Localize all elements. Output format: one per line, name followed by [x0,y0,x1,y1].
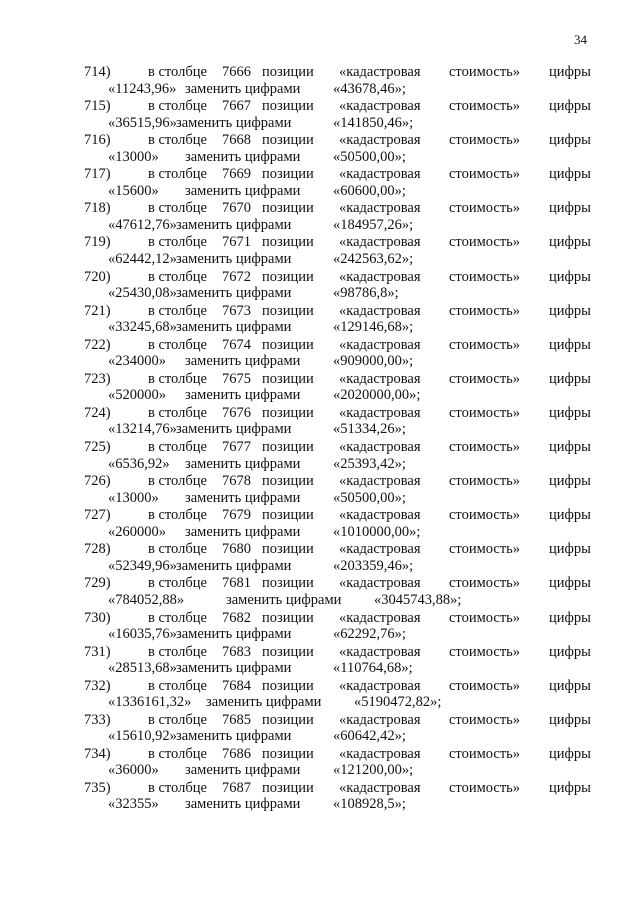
entry-line-2 [0,490,639,507]
entry-line-2 [0,217,639,234]
in-column-label: в столбце [148,404,207,421]
positions-label: позиции [262,643,314,660]
list-item [0,269,639,303]
value-label: стоимость» [449,370,521,387]
column-number: 7675 [222,370,251,387]
replace-label: заменить цифрами [176,660,292,677]
entry-line-1 [0,200,639,217]
entry-number: 727) [84,507,111,524]
cadastral-label: «кадастровая [339,507,421,524]
value-label: стоимость» [449,404,521,421]
digits-label: цифры [549,166,591,183]
page-number: 34 [574,32,587,47]
digits-label: цифры [549,370,591,387]
value-label: стоимость» [449,98,521,115]
positions-label: позиции [262,745,314,762]
replace-label: заменить цифрами [185,387,301,404]
positions-label: позиции [262,677,314,694]
value-label: стоимость» [449,64,521,80]
value-label: стоимость» [449,166,521,183]
entry-line-1 [0,269,639,286]
entry-line-2 [0,285,639,302]
in-column-label: в столбце [148,302,207,319]
in-column-label: в столбце [148,132,207,149]
cadastral-label: «кадастровая [339,268,421,285]
entry-line-1 [0,234,639,251]
entry-number: 731) [84,643,111,660]
entry-line-1 [0,371,639,388]
entry-line-1 [0,575,639,592]
positions-label: позиции [262,779,314,796]
list-item [0,473,639,507]
entry-line-2 [0,762,639,779]
replace-label: заменить цифрами [176,216,292,233]
in-column-label: в столбце [148,98,207,115]
entry-line-2 [0,456,639,473]
new-value: «108928,5»; [333,796,406,813]
entry-number: 724) [84,404,111,421]
positions-label: позиции [262,507,314,524]
old-value: «15610,92» [108,728,177,745]
in-column-label: в столбце [148,745,207,762]
entry-line-1 [0,678,639,695]
replace-label: заменить цифрами [185,353,301,370]
digits-label: цифры [549,98,591,115]
value-label: стоимость» [449,745,521,762]
value-label: стоимость» [449,473,521,490]
value-label: стоимость» [449,643,521,660]
replace-label: заменить цифрами [176,421,292,438]
replace-label: заменить цифрами [185,796,301,813]
value-label: стоимость» [449,779,521,796]
cadastral-label: «кадастровая [339,234,421,251]
entry-number: 729) [84,575,111,592]
cadastral-label: «кадастровая [339,64,421,80]
old-value: «13214,76» [108,421,177,438]
in-column-label: в столбце [148,200,207,217]
column-number: 7686 [222,745,251,762]
positions-label: позиции [262,439,314,456]
cadastral-label: «кадастровая [339,677,421,694]
old-value: «13000» [108,489,159,506]
list-item [0,234,639,268]
cadastral-label: «кадастровая [339,745,421,762]
value-label: стоимость» [449,302,521,319]
column-number: 7679 [222,507,251,524]
in-column-label: в столбце [148,234,207,251]
entry-line-1 [0,166,639,183]
list-item [0,746,639,780]
entry-line-1 [0,746,639,763]
column-number: 7681 [222,575,251,592]
new-value: «25393,42»; [333,455,406,472]
old-value: «47612,76» [108,216,177,233]
digits-label: цифры [549,575,591,592]
list-item [0,200,639,234]
new-value: «62292,76»; [333,626,406,642]
old-value: «784052,88» [108,591,185,608]
positions-label: позиции [262,98,314,115]
entry-line-2 [0,592,639,609]
column-number: 7667 [222,98,251,115]
entry-number: 718) [84,200,111,217]
positions-label: позиции [262,64,314,80]
cadastral-label: «кадастровая [339,166,421,183]
old-value: «16035,76» [108,626,177,642]
positions-label: позиции [262,575,314,592]
entry-number: 735) [84,779,111,796]
cadastral-label: «кадастровая [339,541,421,558]
positions-label: позиции [262,166,314,183]
replace-label: заменить цифрами [176,728,292,745]
entry-number: 726) [84,473,111,490]
entry-line-1 [0,64,639,81]
in-column-label: в столбце [148,166,207,183]
digits-label: цифры [549,439,591,456]
column-number: 7671 [222,234,251,251]
old-value: «52349,96» [108,557,177,574]
new-value: «110764,68»; [333,660,413,677]
digits-label: цифры [549,677,591,694]
digits-label: цифры [549,541,591,558]
entry-line-1 [0,132,639,149]
entry-line-1 [0,439,639,456]
positions-label: позиции [262,370,314,387]
old-value: «32355» [108,796,159,813]
value-label: стоимость» [449,541,521,558]
new-value: «242563,62»; [333,250,414,267]
new-value: «203359,46»; [333,557,414,574]
digits-label: цифры [549,268,591,285]
column-number: 7683 [222,643,251,660]
cadastral-label: «кадастровая [339,370,421,387]
entry-line-1 [0,712,639,729]
old-value: «33245,68» [108,319,177,336]
old-value: «234000» [108,353,166,370]
replace-label: заменить цифрами [185,523,301,540]
old-value: «25430,08» [108,285,177,302]
column-number: 7684 [222,677,251,694]
in-column-label: в столбце [148,370,207,387]
replace-label: заменить цифрами [176,250,292,267]
positions-label: позиции [262,541,314,558]
entry-number: 720) [84,268,111,285]
entry-line-1 [0,337,639,354]
value-label: стоимость» [449,575,521,592]
entry-number: 732) [84,677,111,694]
entry-line-1 [0,541,639,558]
cadastral-label: «кадастровая [339,336,421,353]
replace-label: заменить цифрами [185,455,301,472]
column-number: 7670 [222,200,251,217]
in-column-label: в столбце [148,336,207,353]
digits-label: цифры [549,779,591,796]
entry-line-1 [0,303,639,320]
list-item [0,405,639,439]
new-value: «5190472,82»; [354,694,442,711]
digits-label: цифры [549,302,591,319]
list-item [0,541,639,575]
column-number: 7666 [222,64,251,80]
cadastral-label: «кадастровая [339,200,421,217]
value-label: стоимость» [449,200,521,217]
in-column-label: в столбце [148,609,207,626]
new-value: «51334,26»; [333,421,406,438]
new-value: «2020000,00»; [333,387,421,404]
list-item [0,337,639,371]
entry-line-2 [0,626,639,643]
digits-label: цифры [549,64,591,80]
entry-line-1 [0,98,639,115]
old-value: «36515,96» [108,114,177,131]
in-column-label: в столбце [148,575,207,592]
in-column-label: в столбце [148,711,207,728]
digits-label: цифры [549,711,591,728]
list-item [0,780,639,814]
cadastral-label: «кадастровая [339,473,421,490]
replace-label: заменить цифрами [185,80,301,97]
cadastral-label: «кадастровая [339,643,421,660]
new-value: «184957,26»; [333,216,414,233]
entry-number: 721) [84,302,111,319]
positions-label: позиции [262,404,314,421]
entry-line-2 [0,353,639,370]
in-column-label: в столбце [148,779,207,796]
entry-line-2 [0,319,639,336]
list-item [0,678,639,712]
replace-label: заменить цифрами [226,591,342,608]
entry-line-2 [0,796,639,813]
replace-label: заменить цифрами [206,694,322,711]
digits-label: цифры [549,643,591,660]
positions-label: позиции [262,473,314,490]
list-item [0,575,639,609]
column-number: 7674 [222,336,251,353]
cadastral-label: «кадастровая [339,711,421,728]
in-column-label: в столбце [148,268,207,285]
digits-label: цифры [549,507,591,524]
positions-label: позиции [262,336,314,353]
in-column-label: в столбце [148,439,207,456]
new-value: «1010000,00»; [333,523,421,540]
entry-number: 723) [84,370,111,387]
entry-number: 722) [84,336,111,353]
new-value: «60642,42»; [333,728,406,745]
replace-label: заменить цифрами [185,762,301,779]
positions-label: позиции [262,302,314,319]
list-item [0,644,639,678]
entry-line-1 [0,780,639,797]
cadastral-label: «кадастровая [339,779,421,796]
entry-line-1 [0,507,639,524]
old-value: «6536,92» [108,455,170,472]
list-item [0,610,639,644]
old-value: «1336161,32» [108,694,192,711]
entry-line-2 [0,183,639,200]
entry-line-1 [0,405,639,422]
entry-line-2 [0,421,639,438]
list-item [0,371,639,405]
value-label: стоимость» [449,336,521,353]
positions-label: позиции [262,609,314,626]
positions-label: позиции [262,200,314,217]
entry-number: 734) [84,745,111,762]
value-label: стоимость» [449,677,521,694]
entry-number: 716) [84,132,111,149]
value-label: стоимость» [449,132,521,149]
in-column-label: в столбце [148,507,207,524]
column-number: 7677 [222,439,251,456]
list-item [0,166,639,200]
entry-line-2 [0,694,639,711]
cadastral-label: «кадастровая [339,98,421,115]
cadastral-label: «кадастровая [339,609,421,626]
replace-label: заменить цифрами [176,285,292,302]
old-value: «36000» [108,762,159,779]
in-column-label: в столбце [148,473,207,490]
replace-label: заменить цифрами [176,114,292,131]
column-number: 7685 [222,711,251,728]
positions-label: позиции [262,132,314,149]
new-value: «121200,00»; [333,762,414,779]
entry-number: 728) [84,541,111,558]
old-value: «13000» [108,148,159,165]
positions-label: позиции [262,711,314,728]
new-value: «129146,68»; [333,319,414,336]
replace-label: заменить цифрами [176,626,292,642]
column-number: 7682 [222,609,251,626]
column-number: 7672 [222,268,251,285]
cadastral-label: «кадастровая [339,132,421,149]
new-value: «141850,46»; [333,114,414,131]
old-value: «15600» [108,182,159,199]
digits-label: цифры [549,745,591,762]
value-label: стоимость» [449,234,521,251]
list-item [0,303,639,337]
old-value: «520000» [108,387,166,404]
list-item [0,98,639,132]
positions-label: позиции [262,268,314,285]
cadastral-label: «кадастровая [339,404,421,421]
value-label: стоимость» [449,711,521,728]
entry-number: 714) [84,64,111,80]
entry-line-2 [0,387,639,404]
column-number: 7673 [222,302,251,319]
amendment-list [0,64,639,814]
cadastral-label: «кадастровая [339,439,421,456]
in-column-label: в столбце [148,64,207,80]
column-number: 7680 [222,541,251,558]
replace-label: заменить цифрами [176,557,292,574]
entry-line-2 [0,115,639,132]
new-value: «60600,00»; [333,182,406,199]
digits-label: цифры [549,609,591,626]
entry-line-2 [0,251,639,268]
entry-number: 717) [84,166,111,183]
list-item [0,132,639,166]
replace-label: заменить цифрами [185,148,301,165]
list-item [0,712,639,746]
in-column-label: в столбце [148,643,207,660]
replace-label: заменить цифрами [185,182,301,199]
column-number: 7687 [222,779,251,796]
column-number: 7678 [222,473,251,490]
entry-number: 725) [84,439,111,456]
digits-label: цифры [549,200,591,217]
entry-line-1 [0,473,639,490]
value-label: стоимость» [449,268,521,285]
entry-number: 715) [84,98,111,115]
new-value: «43678,46»; [333,80,406,97]
digits-label: цифры [549,404,591,421]
new-value: «50500,00»; [333,148,406,165]
replace-label: заменить цифрами [185,489,301,506]
entry-number: 730) [84,609,111,626]
entry-number: 719) [84,234,111,251]
entry-line-2 [0,728,639,745]
new-value: «50500,00»; [333,489,406,506]
new-value: «909000,00»; [333,353,414,370]
digits-label: цифры [549,234,591,251]
cadastral-label: «кадастровая [339,575,421,592]
replace-label: заменить цифрами [176,319,292,336]
list-item [0,507,639,541]
column-number: 7676 [222,404,251,421]
positions-label: позиции [262,234,314,251]
old-value: «11243,96» [108,80,177,97]
old-value: «260000» [108,523,166,540]
list-item [0,64,639,98]
value-label: стоимость» [449,609,521,626]
cadastral-label: «кадастровая [339,302,421,319]
old-value: «62442,12» [108,250,177,267]
entry-line-2 [0,149,639,166]
value-label: стоимость» [449,507,521,524]
entry-number: 733) [84,711,111,728]
digits-label: цифры [549,336,591,353]
entry-line-1 [0,610,639,627]
digits-label: цифры [549,132,591,149]
entry-line-2 [0,81,639,98]
in-column-label: в столбце [148,677,207,694]
value-label: стоимость» [449,439,521,456]
old-value: «28513,68» [108,660,177,677]
column-number: 7668 [222,132,251,149]
digits-label: цифры [549,473,591,490]
new-value: «98786,8»; [333,285,399,302]
in-column-label: в столбце [148,541,207,558]
entry-line-2 [0,524,639,541]
entry-line-2 [0,660,639,677]
new-value: «3045743,88»; [374,591,462,608]
column-number: 7669 [222,166,251,183]
entry-line-1 [0,644,639,661]
list-item [0,439,639,473]
entry-line-2 [0,558,639,575]
